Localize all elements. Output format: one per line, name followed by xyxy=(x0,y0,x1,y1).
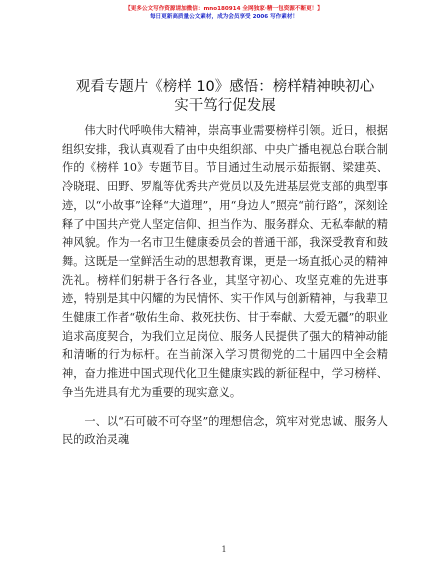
title-line-1: 观看专题片《榜样 10》感悟：榜样精神映初心 xyxy=(75,79,375,95)
section-heading: 一、以“石可破不可夺坚”的理想信念，筑牢对党忠诚、服务人民的政治灵魂 xyxy=(62,414,388,447)
document-title xyxy=(60,78,390,116)
document-body xyxy=(62,122,388,450)
page-number: 1 xyxy=(221,545,227,554)
promo-line-1: 【更多公文写作资源请加微信：mno180914 全网独家·精一包资源不断更！】 xyxy=(125,6,323,12)
promo-banner xyxy=(0,5,448,21)
title-line-2: 实干笃行促发展 xyxy=(174,98,276,114)
promo-line-2: 每日更新高质量公文素材，成为会员享受 2006 写作素材！ xyxy=(149,14,299,20)
body-paragraph: 伟大时代呼唤伟大精神，崇高事业需要榜样引领。近日，根据组织安排，我认真观看了由中央组织部、中央广播电视总台联合制作的《榜样 10》专题节目。节目通过生动展示茹振钢、梁建英、冷晓琨、田野、罗胤等优秀共产党员以及先进基层党支部的典型事迹，以“小故事”诠释“大道理”，用“身边人”照亮“前行路”，深刻诠释了中国共产党人坚定信仰、担当作为、服务群众、无私奉献的精神风貌。作为一名市卫生健康委员会的普通干部，我深受教育和鼓舞。这既是一堂鲜活生动的思想教育课，更是一场直抵心灵的精神洗礼。榜样们躬耕于各行各业，其坚守初心、攻坚克难的先进事迹，特别是其中闪耀的为民情怀、实干作风与创新精神，与我辈卫生健康工作者“敬佑生命、救死扶伤、甘于奉献、大爱无疆”的职业追求高度契合，为我们立足岗位、服务人民提供了强大的精神动能和清晰的行为标杆。在当前深入学习贯彻党的二十届四中全会精神，奋力推进中国式现代化卫生健康实践的新征程中，学习榜样、争当先进具有尤为重要的现实意义。 xyxy=(62,124,388,399)
